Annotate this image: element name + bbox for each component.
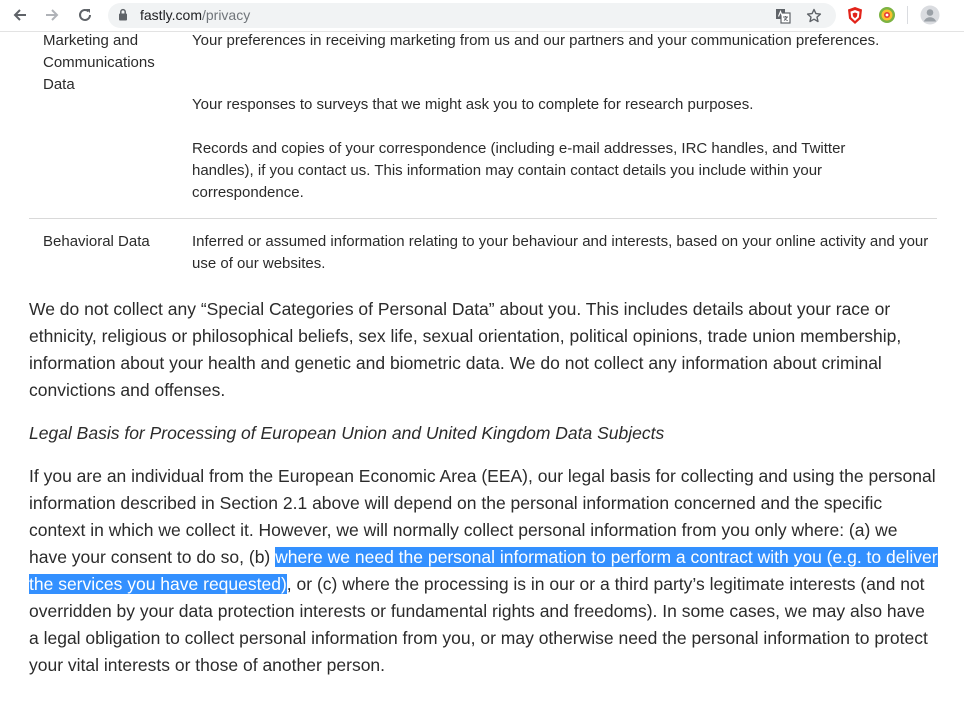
url-path: /privacy [201,7,251,23]
table-cell-entry: Your preferences in receiving marketing from us and our partners and your communication preferences. [192,32,880,49]
bookmark-star-icon[interactable] [805,7,823,25]
lock-icon [118,8,128,21]
page-content [0,32,964,704]
special-categories-paragraph: We do not collect any “Special Categories of Personal Data” about you. This includes details about your race or ethnicity, religious or philosophical beliefs, sex life, sexual orientation, political opinions, trade union membership, information about your health and genetic and biometric data. We do not collect any information about criminal convictions and offenses. [29,299,902,400]
reload-button[interactable] [74,4,96,26]
arrow-right-icon [44,7,60,23]
table-row-label: Marketing and Communications Data [43,32,155,93]
table-row-label: Behavioral Data [43,233,150,250]
legal-basis-text: If you are an individual from the European Economic Area (EEA), our legal basis for collecting and using the personal information described in Section 2.1 above will depend on the personal information concerned and the specific context in which we collect it. However, we will normally collect personal information from you only where: (a) we have your consent to do so, (b) [29,466,936,567]
extension-circle-icon[interactable] [877,5,897,25]
back-button[interactable] [9,4,31,26]
arrow-left-icon [12,7,28,23]
translate-icon[interactable] [774,7,792,25]
url-text[interactable] [140,7,250,23]
toolbar-separator [907,6,908,24]
table-cell-entry: Inferred or assumed information relating to your behaviour and interests, based on your online activity and your use of our websites. [192,233,929,272]
table-cell-entry: Records and copies of your correspondence (including e-mail addresses, IRC handles, and Twitter handles), if you contact us. This information may contain contact details you include within your correspondence. [192,140,846,201]
table-cell-entry: Your responses to surveys that we might ask you to complete for research purposes. [192,96,754,113]
url-host: fastly.com [140,7,202,23]
selected-text-highlight[interactable]: where we need the personal information to perform a contract with you (e.g. to deliver the services you have requested) [29,547,938,594]
brave-shield-icon[interactable] [845,5,865,25]
legal-basis-text: , or (c) where the processing is in our or a third party’s legitimate interests (and not overridden by your data protection interests or fundamental rights and freedoms). In some cases, we may also have a legal obligation to collect personal information from you, or may otherwise need the personal information to protect your vital interests or those of another person. [29,574,928,675]
reload-icon [77,7,93,23]
address-bar[interactable] [108,3,836,28]
table-divider [29,218,937,219]
legal-basis-heading: Legal Basis for Processing of European Union and United Kingdom Data Subjects [29,423,665,443]
browser-toolbar [0,0,964,32]
legal-basis-paragraph [29,463,939,679]
forward-button[interactable] [41,4,63,26]
profile-avatar-icon[interactable] [920,5,940,25]
